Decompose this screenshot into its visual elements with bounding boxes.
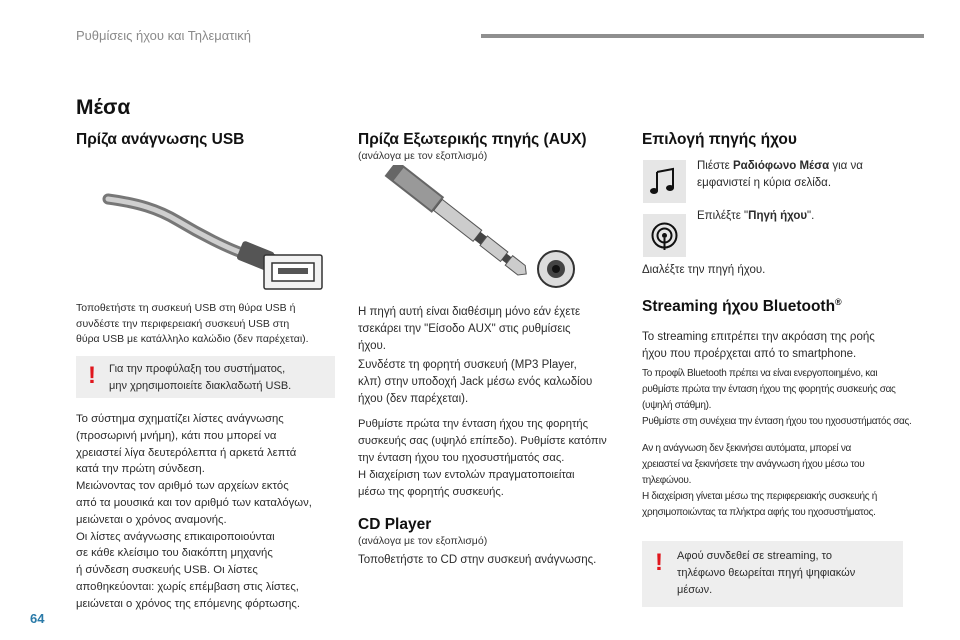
aux-p1: [358, 304, 580, 355]
usb-title: Πρίζα ανάγνωσης USB: [76, 131, 245, 148]
source-step2-bold: Πηγή ήχου: [748, 210, 808, 222]
radio-signal-icon[interactable]: [643, 214, 686, 257]
aux-p3-line: την ένταση ήχου του ηχοσυστήματός σας.: [358, 452, 565, 464]
usb-body-line: Οι λίστες ανάγνωσης επικαιροποιούνται: [76, 530, 275, 543]
source-step1: [697, 158, 863, 192]
usb-body: [76, 411, 312, 613]
bluetooth-warning-line: Αφού συνδεθεί σε streaming, το: [677, 550, 832, 562]
aux-p1-line: ήχου.: [358, 340, 387, 352]
aux-p1-line: Η πηγή αυτή είναι διαθέσιμη μόνο εάν έχετε: [358, 306, 581, 318]
header-title: Ρυθμίσεις ήχου και Τηλεματική: [76, 28, 252, 43]
aux-title: Πρίζα Εξωτερικής πηγής (AUX): [358, 131, 587, 148]
usb-intro-line: Τοποθετήστε τη συσκευή USB στη θύρα USB ή: [76, 302, 296, 314]
bluetooth-title: [642, 297, 842, 316]
bluetooth-p3-line: χρησιμοποιώντας τα πλήκτρα αφής του ηχοσυστήματος.: [642, 507, 876, 518]
aux-p3-line: Ρυθμίστε πρώτα την ένταση ήχου της φορητής: [358, 418, 589, 430]
warning-icon: !: [655, 549, 663, 576]
aux-subtitle: (ανάλογα με τον εξοπλισμό): [358, 150, 488, 162]
bluetooth-p1: [642, 329, 875, 363]
usb-cable-illustration: [98, 163, 328, 295]
usb-warning-box: [76, 356, 335, 398]
usb-body-line: χρειαστεί λίγα δευτερόλεπτα ή αρκετά λεπτά: [76, 446, 297, 459]
usb-body-line: (προσωρινή μνήμη), κάτι που μπορεί να: [76, 429, 277, 442]
aux-p2-line: Συνδέστε τη φορητή συσκευή (MP3 Player,: [358, 359, 577, 371]
bluetooth-p3-line: Αν η ανάγνωση δεν ξεκινήσει αυτόματα, μπορεί να: [642, 443, 852, 454]
music-note-icon[interactable]: [643, 160, 686, 203]
usb-warning-line: Για την προφύλαξη του συστήματος,: [109, 363, 286, 375]
aux-p3-line: Η διαχείριση των εντολών πραγματοποιείται: [358, 469, 575, 481]
source-title: Επιλογή πηγής ήχου: [642, 131, 797, 148]
bluetooth-warning-line: τηλέφωνο θεωρείται πηγή ψηφιακών: [677, 567, 856, 579]
aux-p2: [358, 357, 592, 408]
usb-body-line: Το σύστημα σχηματίζει λίστες ανάγνωσης: [76, 413, 284, 425]
bluetooth-p2-line: ρυθμίστε πρώτα την ένταση ήχου της φορητής συσκευής σας: [642, 384, 896, 395]
source-step1-line2: εμφανιστεί η κύρια σελίδα.: [697, 177, 832, 189]
source-step1-bold: Ραδιόφωνο Μέσα: [732, 160, 830, 172]
source-step2: [697, 208, 814, 225]
usb-body-line: μειώνεται ο χρόνος αναμονής.: [76, 513, 227, 526]
bluetooth-title-text: Streaming ήχου Bluetooth: [642, 298, 836, 316]
bluetooth-p3-line: Η διαχείριση γίνεται μέσω της περιφερειακής συσκευής ή: [642, 491, 878, 502]
cd-title: CD Player: [358, 516, 432, 533]
aux-p3: [358, 416, 607, 501]
usb-body-line: ή σύνδεση συσκευής USB. Οι λίστες: [76, 564, 258, 577]
source-step1-suffix: για να: [829, 160, 863, 172]
warning-icon: !: [88, 362, 96, 389]
usb-intro-line: θύρα USB με κατάλληλο καλώδιο (δεν παρέχεται).: [76, 333, 309, 345]
bluetooth-p1-line: ήχου που προέρχεται από το smartphone.: [642, 348, 857, 360]
aux-p3-line: συσκευής σας (υψηλό επίπεδο). Ρυθμίστε κατόπιν: [358, 435, 607, 447]
usb-intro: [76, 301, 309, 348]
bluetooth-p3-line: χρειαστεί να ξεκινήσετε την ανάγνωση ήχου μέσω του: [642, 459, 865, 470]
cd-subtitle: (ανάλογα με τον εξοπλισμό): [358, 535, 488, 547]
aux-p2-line: κλπ) στην υποδοχή Jack μέσω ενός καλωδίου: [358, 376, 593, 388]
source-step2-prefix: Επιλέξτε ": [697, 210, 749, 222]
source-choose: Διαλέξτε την πηγή ήχου.: [642, 264, 766, 276]
source-step2-suffix: ".: [807, 210, 815, 222]
bluetooth-p1-line: Το streaming επιτρέπει την ακρόαση της ροής: [642, 331, 875, 343]
bluetooth-p3-line: τηλεφώνου.: [642, 475, 692, 486]
usb-body-line: από τα μουσικά και τον αριθμό των καταλόγων,: [76, 496, 312, 509]
bluetooth-p2: [642, 366, 912, 430]
aux-p1-line: τσεκάρει την "Είσοδο AUX" στις ρυθμίσεις: [358, 323, 571, 335]
header-divider: [481, 34, 924, 38]
registered-mark: ®: [835, 297, 842, 307]
bluetooth-p2-line: Ρυθμίστε στη συνέχεια την ένταση ήχου του ηχοσυστήματός σας.: [642, 416, 912, 427]
usb-body-line: κατά την πρώτη σύνδεση.: [76, 463, 205, 476]
bluetooth-warning-box: [642, 541, 903, 607]
source-step1-prefix: Πιέστε: [697, 160, 733, 172]
cd-text: Τοποθετήστε το CD στην συσκευή ανάγνωσης.: [358, 554, 597, 566]
usb-intro-line: συνδέστε την περιφερειακή συσκευή USB στη: [76, 317, 290, 330]
bluetooth-p3: [642, 441, 877, 521]
aux-p3-line: μέσω της φορητής συσκευής.: [358, 486, 504, 498]
usb-body-line: μειώνεται ο χρόνος της επόμενης φόρτωσης.: [76, 597, 300, 610]
usb-warning-line: μην χρησιμοποιείτε διακλαδωτή USB.: [109, 380, 292, 392]
aux-p2-line: ήχου (δεν παρέχεται).: [358, 393, 469, 405]
section-title: Μέσα: [76, 96, 131, 119]
bluetooth-p2-line: Το προφίλ Bluetooth πρέπει να είναι ενεργοποιημένο, και: [642, 368, 878, 379]
bluetooth-p2-line: (υψηλή στάθμη).: [642, 400, 712, 411]
usb-body-line: Μειώνοντας τον αριθμό των αρχείων εκτός: [76, 480, 289, 493]
page-number: 64: [30, 611, 45, 626]
usb-body-line: σε κάθε κλείσιμο του διακόπτη μηχανής: [76, 547, 273, 560]
bluetooth-warning-line: μέσων.: [677, 584, 713, 596]
aux-jack-illustration: [378, 165, 598, 293]
usb-body-line: αποθηκεύονται: χωρίς επέμβαση στις λίστες,: [76, 580, 299, 593]
